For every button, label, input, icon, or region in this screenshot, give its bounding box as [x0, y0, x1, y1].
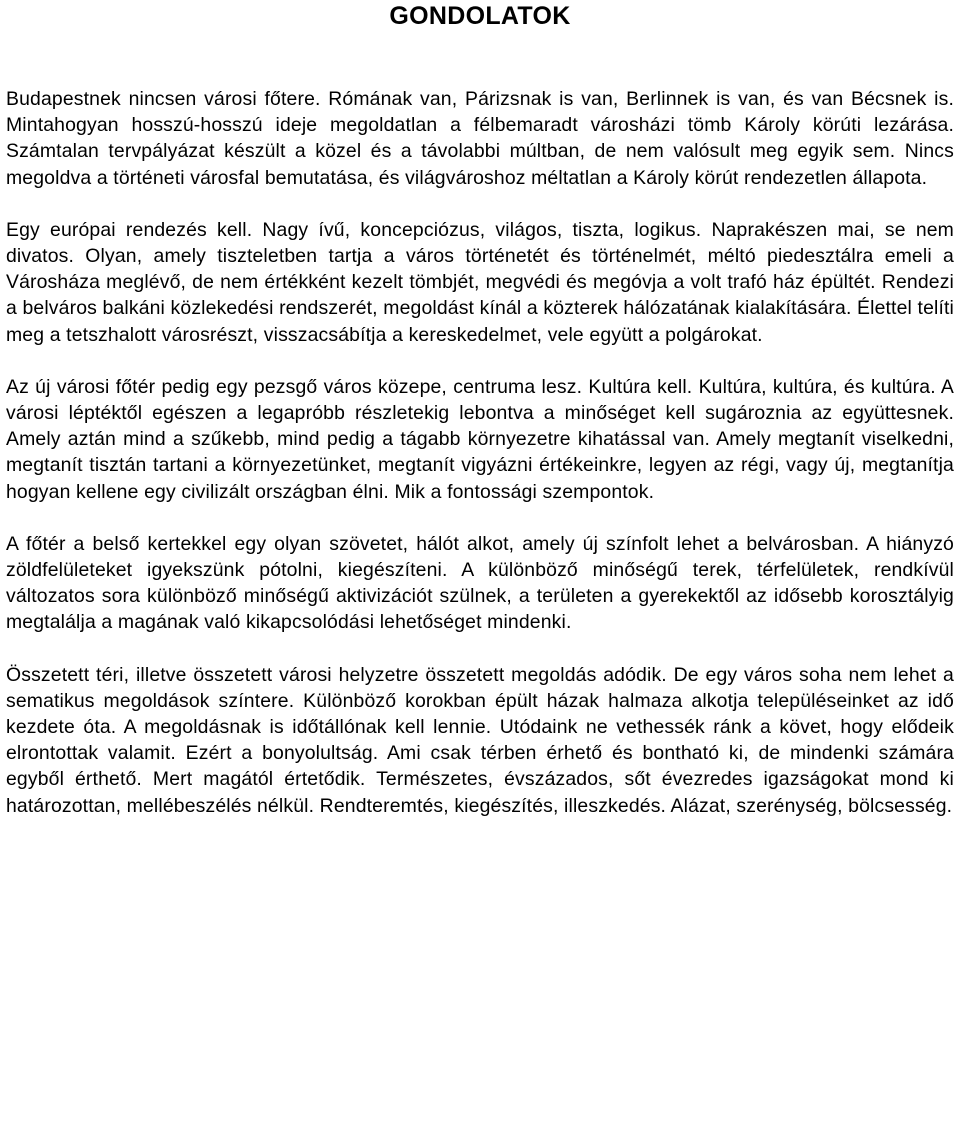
paragraph-3: Az új városi főtér pedig egy pezsgő város közepe, centruma lesz. Kultúra kell. Kultúra, kultúra, és kultúra. A városi léptéktől egészen a legapróbb részletekig lebontva a minőséget kell sugároznia az együttesnek. Amely aztán mind a szűkebb, mind pedig a tágabb környezetre kihatással van. Amely megtanít viselkedni, megtanít tisztán tartani a környezetünket, megtanít vigyázni értékeinkre, legyen az régi, vagy új, megtanítja hogyan kellene egy civilizált országban élni. Mik a fontossági szempontok. [6, 375, 954, 503]
paragraph-4: A főtér a belső kertekkel egy olyan szövetet, hálót alkot, amely új színfolt lehet a belvárosban. A hiányzó zöldfelületeket igyekszünk pótolni, kiegészíteni. A különböző minőségű terek, térfelületek, rendkívül változatos sora különböző minőségű aktivizációt szülnek, a területen a gyerekektől az idősebb korosztályig megtalálja a magának való kikapcsolódási lehetőséget mindenki. [6, 532, 954, 634]
paragraph-5: Összetett téri, illetve összetett városi helyzetre összetett megoldás adódik. De egy város soha nem lehet a sematikus megoldások színtere. Különböző korokban épült házak halmaza alkotja településeinket az idő kezdete óta. A megoldásnak is időtállónak kell lennie. Utódaink ne vethessék ránk a követ, hogy elődeik elrontottak valamit. Ezért a bonyolultság. Ami csak térben érhető és bontható ki, de mindenki számára egyből érthető. Mert magától értetődik. Természetes, évszázados, sőt évezredes igazságokat mond ki határozottan, mellébeszélés nélkül. Rendteremtés, kiegészítés, illeszkedés. Alázat, szerénység, bölcsesség. [6, 663, 954, 817]
paragraph-2: Egy európai rendezés kell. Nagy ívű, koncepciózus, világos, tiszta, logikus. Naprakészen mai, se nem divatos. Olyan, amely tiszteletben tartja a város történetét és történelmét, méltó piedesztálra emeli a Városháza meglévő, de nem értékként kezelt tömbjét, megvédi és megóvja a volt trafó ház épültét. Rendezi a belváros balkáni közlekedési rendszerét, megoldást kínál a közterek hálózatának kialakítására. Élettel telíti meg a tetszhalott városrészt, visszacsábítja a kereskedelmet, vele együtt a polgárokat. [6, 218, 954, 346]
paragraph-1: Budapestnek nincsen városi főtere. Rómának van, Párizsnak is van, Berlinnek is van, és van Bécsnek is. Mintahogyan hosszú-hosszú ideje megoldatlan a félbemaradt városházi tömb Károly körúti lezárása. Számtalan tervpályázat készült a közel és a távolabbi múltban, de nem valósult meg egyik sem. Nincs megoldva a történeti városfal bemutatása, és világvároshoz méltatlan a Károly körút rendezetlen állapota. [6, 88, 954, 189]
document-title: GONDOLATOK [389, 2, 571, 30]
